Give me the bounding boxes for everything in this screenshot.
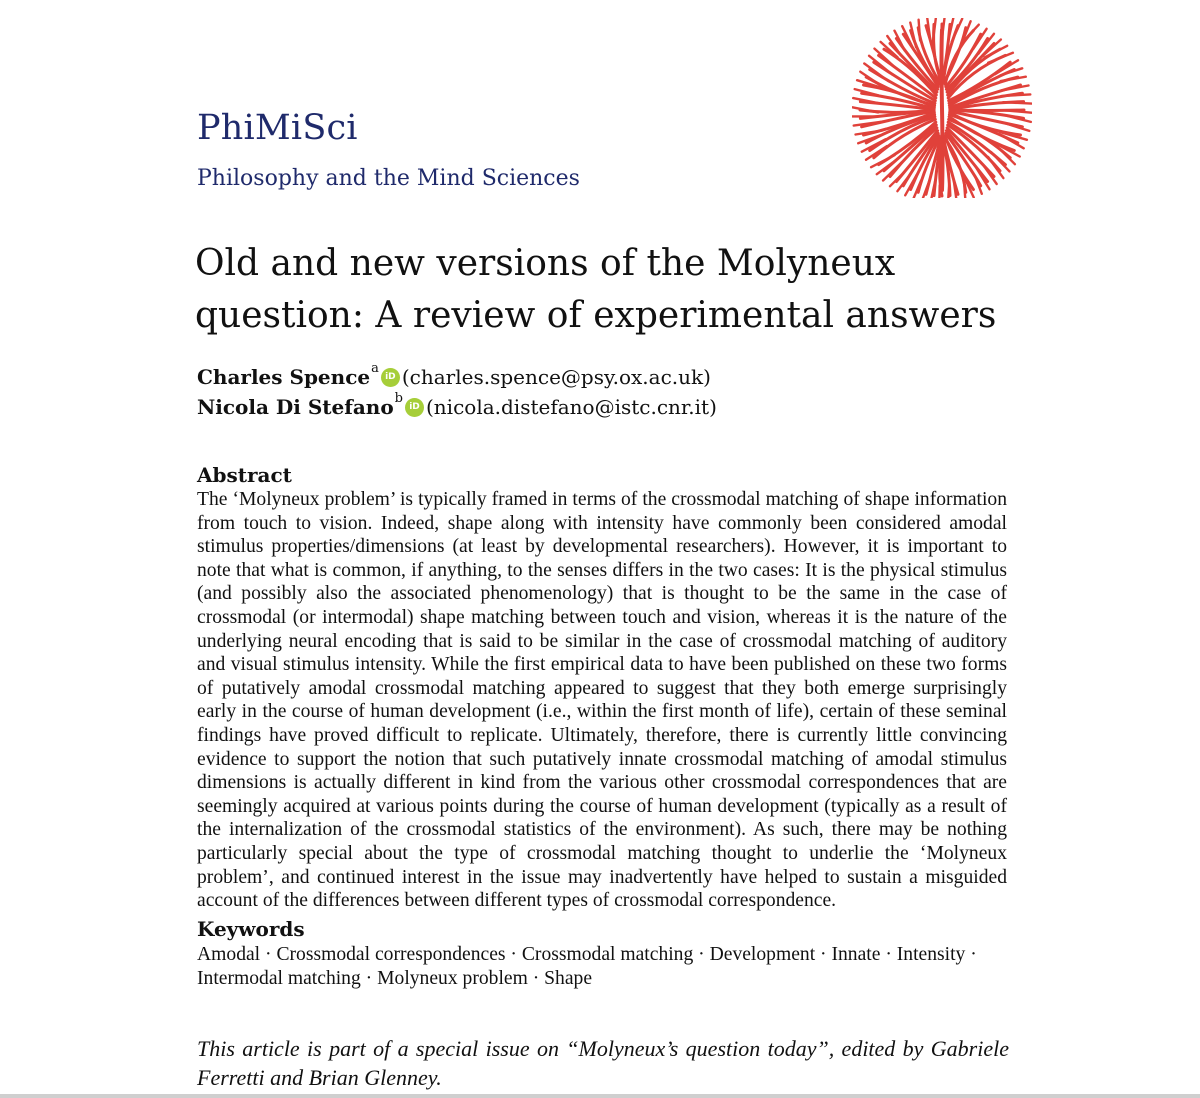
paper-title: Old and new versions of the Molyneux question: A review of experimental answers xyxy=(195,243,997,336)
author-name: Charles Spence xyxy=(197,365,371,389)
author-affiliation: b xyxy=(394,391,403,406)
bottom-divider xyxy=(0,1094,1200,1098)
keywords-heading: Keywords xyxy=(197,917,305,941)
author-name: Nicola Di Stefano xyxy=(197,395,394,419)
fingerprint-logo-icon xyxy=(852,18,1032,198)
author-affiliation: a xyxy=(371,361,379,376)
journal-name: PhiMiSci xyxy=(197,108,358,148)
author-list xyxy=(197,362,717,422)
logo-strokes xyxy=(853,18,1032,198)
abstract-heading: Abstract xyxy=(197,463,292,487)
abstract-text: The ‘Molyneux problem’ is typically framed in terms of the crossmodal matching of shape information from touch to vision. Indeed, shape along with intensity have commonly been considered amodal stimulus properties/dimensions (at least by developmental researchers). However, it is important to note that what is common, if anything, to the senses differs in the two cases: It is the physical stimulus (and possibly also the associated phenomenology) that is thought to be the same in the case of crossmodal (or intermodal) shape matching between touch and vision, whereas it is the nature of the underlying neural encoding that is said to be similar in the case of crossmodal matching of auditory and visual stimulus intensity. While the first empirical data to have been published on these two forms of putatively amodal crossmodal matching appeared to suggest that they both emerge surprisingly early in the course of human development (i.e., within the first month of life), certain of these seminal findings have proved difficult to replicate. Ultimately, therefore, there is currently little convincing evidence to support the notion that such putatively innate crossmodal matching of amodal stimulus dimensions is actually different in kind from the various other crossmodal correspondences that are seemingly acquired at various points during the course of human development (typically as a result of the internalization of the crossmodal statistics of the environment). As such, there may be nothing particularly special about the type of crossmodal matching thought to underlie the ‘Molyneux problem’, and continued interest in the issue may inadvertently have helped to sustain a misguided account of the differences between different types of crossmodal correspondence. xyxy=(197,489,1007,912)
orcid-icon[interactable]: iD xyxy=(405,398,424,417)
journal-subtitle: Philosophy and the Mind Sciences xyxy=(197,166,580,191)
orcid-icon[interactable]: iD xyxy=(381,368,400,387)
author-line xyxy=(197,392,717,422)
special-issue-note: This article is part of a special issue on “Molyneux’s question today”, edited by Gabriele Ferretti and Brian Glenney. xyxy=(197,1036,1009,1090)
author-email[interactable]: (charles.spence@psy.ox.ac.uk) xyxy=(401,365,711,389)
author-email[interactable]: (nicola.distefano@istc.cnr.it) xyxy=(426,395,717,419)
keywords-text: Amodal · Crossmodal correspondences · Crossmodal matching · Development · Innate · Intensity · Intermodal matching · Molyneux problem · Shape xyxy=(197,944,977,989)
author-line xyxy=(197,362,717,392)
